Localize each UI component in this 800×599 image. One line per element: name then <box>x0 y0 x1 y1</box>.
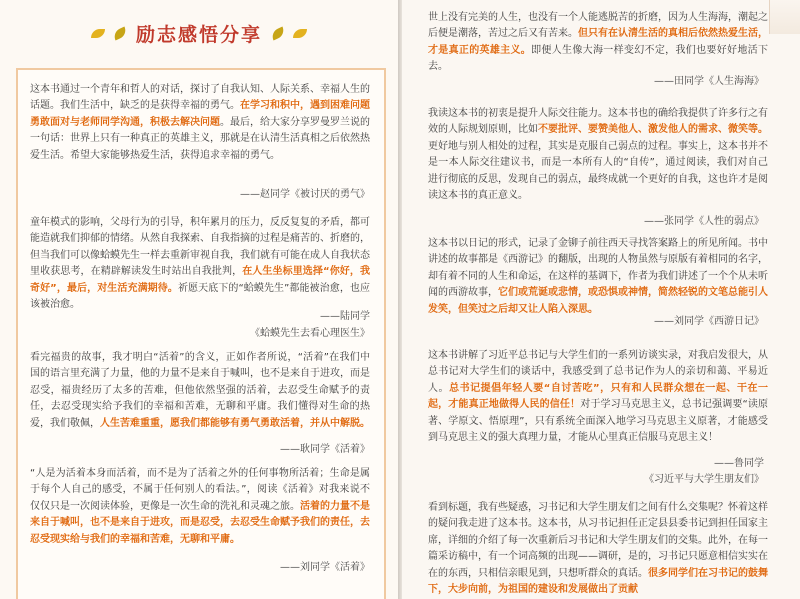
review-text: 这本书以日记的形式，记录了金铆子前往西天寻找答案路上的所见所闻。书中讲述的故事都是《西游记》的翻版，出现的人物虽然与原版有着相同的名字，却有着不同的人生和命运，在这样的基调下，作者为我们讲述了一个个从未听闻的西游故事， <box>428 238 768 299</box>
review-text: 对于学习马克思主义，总书记强调要“读原著、学原文、悟原理”，只有系统全面深入地学习马克思主义原著，才能感受到马克思主义的强大真理力量，才能从心里真正信服马克思主义！ <box>428 399 768 444</box>
review-text: 祈愿天底下的“蛤蟆先生”都能被治愈，也应该被治愈。 <box>30 282 371 311</box>
review-text: 。最后，给大家分享罗曼罗兰说的一句话：世界上只有一种真正的英雄主义，那就是在认清生活真相之后依然热爱生活。希望大家能够热爱生活，获得追求幸福的勇气。 <box>30 116 370 161</box>
review-paragraph <box>428 236 768 318</box>
review-signature: ——张同学《人性的弱点》 <box>644 216 764 227</box>
highlight-text: 最后，对生活充满期待。 <box>66 282 178 294</box>
review-paragraph <box>30 350 370 432</box>
review-signature: ——刘同学《西游日记》 <box>654 316 764 327</box>
review-paragraph <box>428 500 768 598</box>
review-signature: ——田同学《人生海海》 <box>654 76 764 87</box>
highlight-text: 很多同学们在习书记的鼓舞下，大步向前，为祖国的建设和发展做出了贡献 <box>428 567 768 596</box>
highlight-text: 但只有在认清生活的真相后依然热爱生活，才是真正的英雄主义。 <box>428 28 768 56</box>
review-text: 看完福贵的故事，我才明白“活着”的含义，正如作者所说，“活着”在我们中国的语言里充满了力量，他的力量不是来自于喊叫，也不是来自于进攻，而是忍受，福贵经历了太多的苦难，但他依然坚强的活着，去忍受生命赋予的责任，去忍受现实给予我们的幸福和苦难，无聊和平庸。我们懂得对生命的热爱，我们敬佩， <box>30 352 370 429</box>
leaf-icon <box>293 29 307 38</box>
review-book-title: 《蛤蟆先生去看心理医生》 <box>250 328 370 339</box>
review-text: 这本书讲解了习近平总书记与大学生们的一系列访谈实录，对我启发很大，从总书记对大学生们的谈话中，我感受到了总书记作为人的亲切和蔼、平易近人。 <box>428 350 768 394</box>
highlight-text: 不要批评、要赞美他人、激发他人的需求、微笑等。 <box>538 124 768 136</box>
review-paragraph <box>428 106 768 204</box>
review-signature: ——耿同学《活着》 <box>280 444 370 455</box>
page-corner-tab <box>769 0 800 34</box>
review-paragraph <box>428 10 768 76</box>
review-signature: ——鲁同学 <box>714 458 764 469</box>
review-signature: ——刘同学《活着》 <box>280 562 370 573</box>
review-text: 我读这本书的初衷是提升人际交往能力。这本书也的确给我提供了许多行之有效的人际规划原则，比如 <box>428 108 768 136</box>
leaf-icon <box>270 26 286 40</box>
review-text: 更好地与别人相处的过程，其实是克服自己弱点的过程。事实上，这本书并不是一本人际交往建议书，而是一本所有人的“自传”，通过阅读，我们对自己进行彻底的反思，发现自己的弱点，最终成就一个更好的自我，这也许才是阅读这本书的真正意义。 <box>428 140 768 202</box>
review-signature: ——赵同学《被讨厌的勇气》 <box>240 189 370 200</box>
review-text: 童年模式的影响，父母行为的引导，积年累月的压力，反反复复的矛盾，都可能造就我们抑郁的情绪。从然自我探索、自我指摘的过程是痛苦的、折磨的，但当我们可以像蛤蟆先生一样去重新审视自我，我们就有可能在成人自我状态里收获思考，在精辟解读发生时站出自我批判， <box>30 217 370 278</box>
highlight-text: 在学习和积中，遇到困难问题勇敢面对与老师同学沟通，积极去解决问题 <box>30 100 370 128</box>
highlight-text: 它们或荒诞或悲情，或恐惧或神情，简然轻锐的文笔总能引人发笑，但笑过之后却又让人陷入深思。 <box>428 287 768 315</box>
review-text: “人是为活着本身而活着，而不是为了活着之外的任何事物所活着；生命是属于每个人自己的感受，不属于任何别人的看法。”，阅读《活着》对我来说不仅仅只是一次阅读体验，更像是一次生命的洗礼和灵魂之旅。 <box>30 468 370 512</box>
highlight-text: 总书记提倡年轻人要“自讨苦吃”，只有和人民群众想在一起、干在一起，才能真正地做得人民的信任！ <box>428 382 768 411</box>
title-banner <box>0 20 398 50</box>
review-text: 看到标题，我有些疑惑，习书记和大学生朋友们之间有什么交集呢？怀着这样的疑问我走进了这本书。这本书，从习书记担任正定县县委书记到担任国家主席，详细的介绍了每一次重新后习书记和大学生朋友们的交集。此外，在每一篇采访稿中，有一个词高频的出现——调研，是的，习书记只愿意相信实实在在的东西，只相信亲眼见到，只想听群众的真话。 <box>428 502 768 579</box>
highlight-text: 在人生坐标里选择“你好，我奇好”， <box>30 266 371 294</box>
highlight-text: 人生苦难重重，愿我们都能够有勇气勇敢活着，并从中解脱。 <box>100 417 370 429</box>
review-paragraph <box>30 466 370 548</box>
review-paragraph <box>428 348 768 446</box>
highlight-text: 活着的力量不是来自于喊叫，也不是来自于进攻，而是忍受，去忍受生命赋予我们的责任，去忍受现实给与我们的幸福和苦难，无聊和平庸。 <box>30 500 370 545</box>
review-paragraph <box>30 82 370 164</box>
review-paragraph <box>30 215 370 313</box>
page-title: 励志感悟分享 <box>135 24 262 46</box>
review-text: 世上没有完美的人生，也没有一个人能逃脱苦的折磨，因为人生海海，潮起之后便是潮落，苦过之后又有苦来。 <box>428 12 768 40</box>
review-text: 即便人生像大海一样变幻不定，我们也要好好地活下去。 <box>428 44 768 73</box>
review-text: 这本书通过一个青年和哲人的对话，探讨了自我认知、人际关系、幸福人生的话题。我们生活中，缺乏的是获得幸福的勇气。 <box>30 84 370 112</box>
leaf-icon <box>91 29 105 38</box>
leaf-icon <box>112 26 128 40</box>
left-page <box>0 0 398 599</box>
review-signature: ——陆同学 <box>320 311 370 322</box>
quote-box <box>16 68 386 599</box>
right-page <box>402 0 800 599</box>
review-book-title: 《习近平与大学生朋友们》 <box>644 474 764 485</box>
